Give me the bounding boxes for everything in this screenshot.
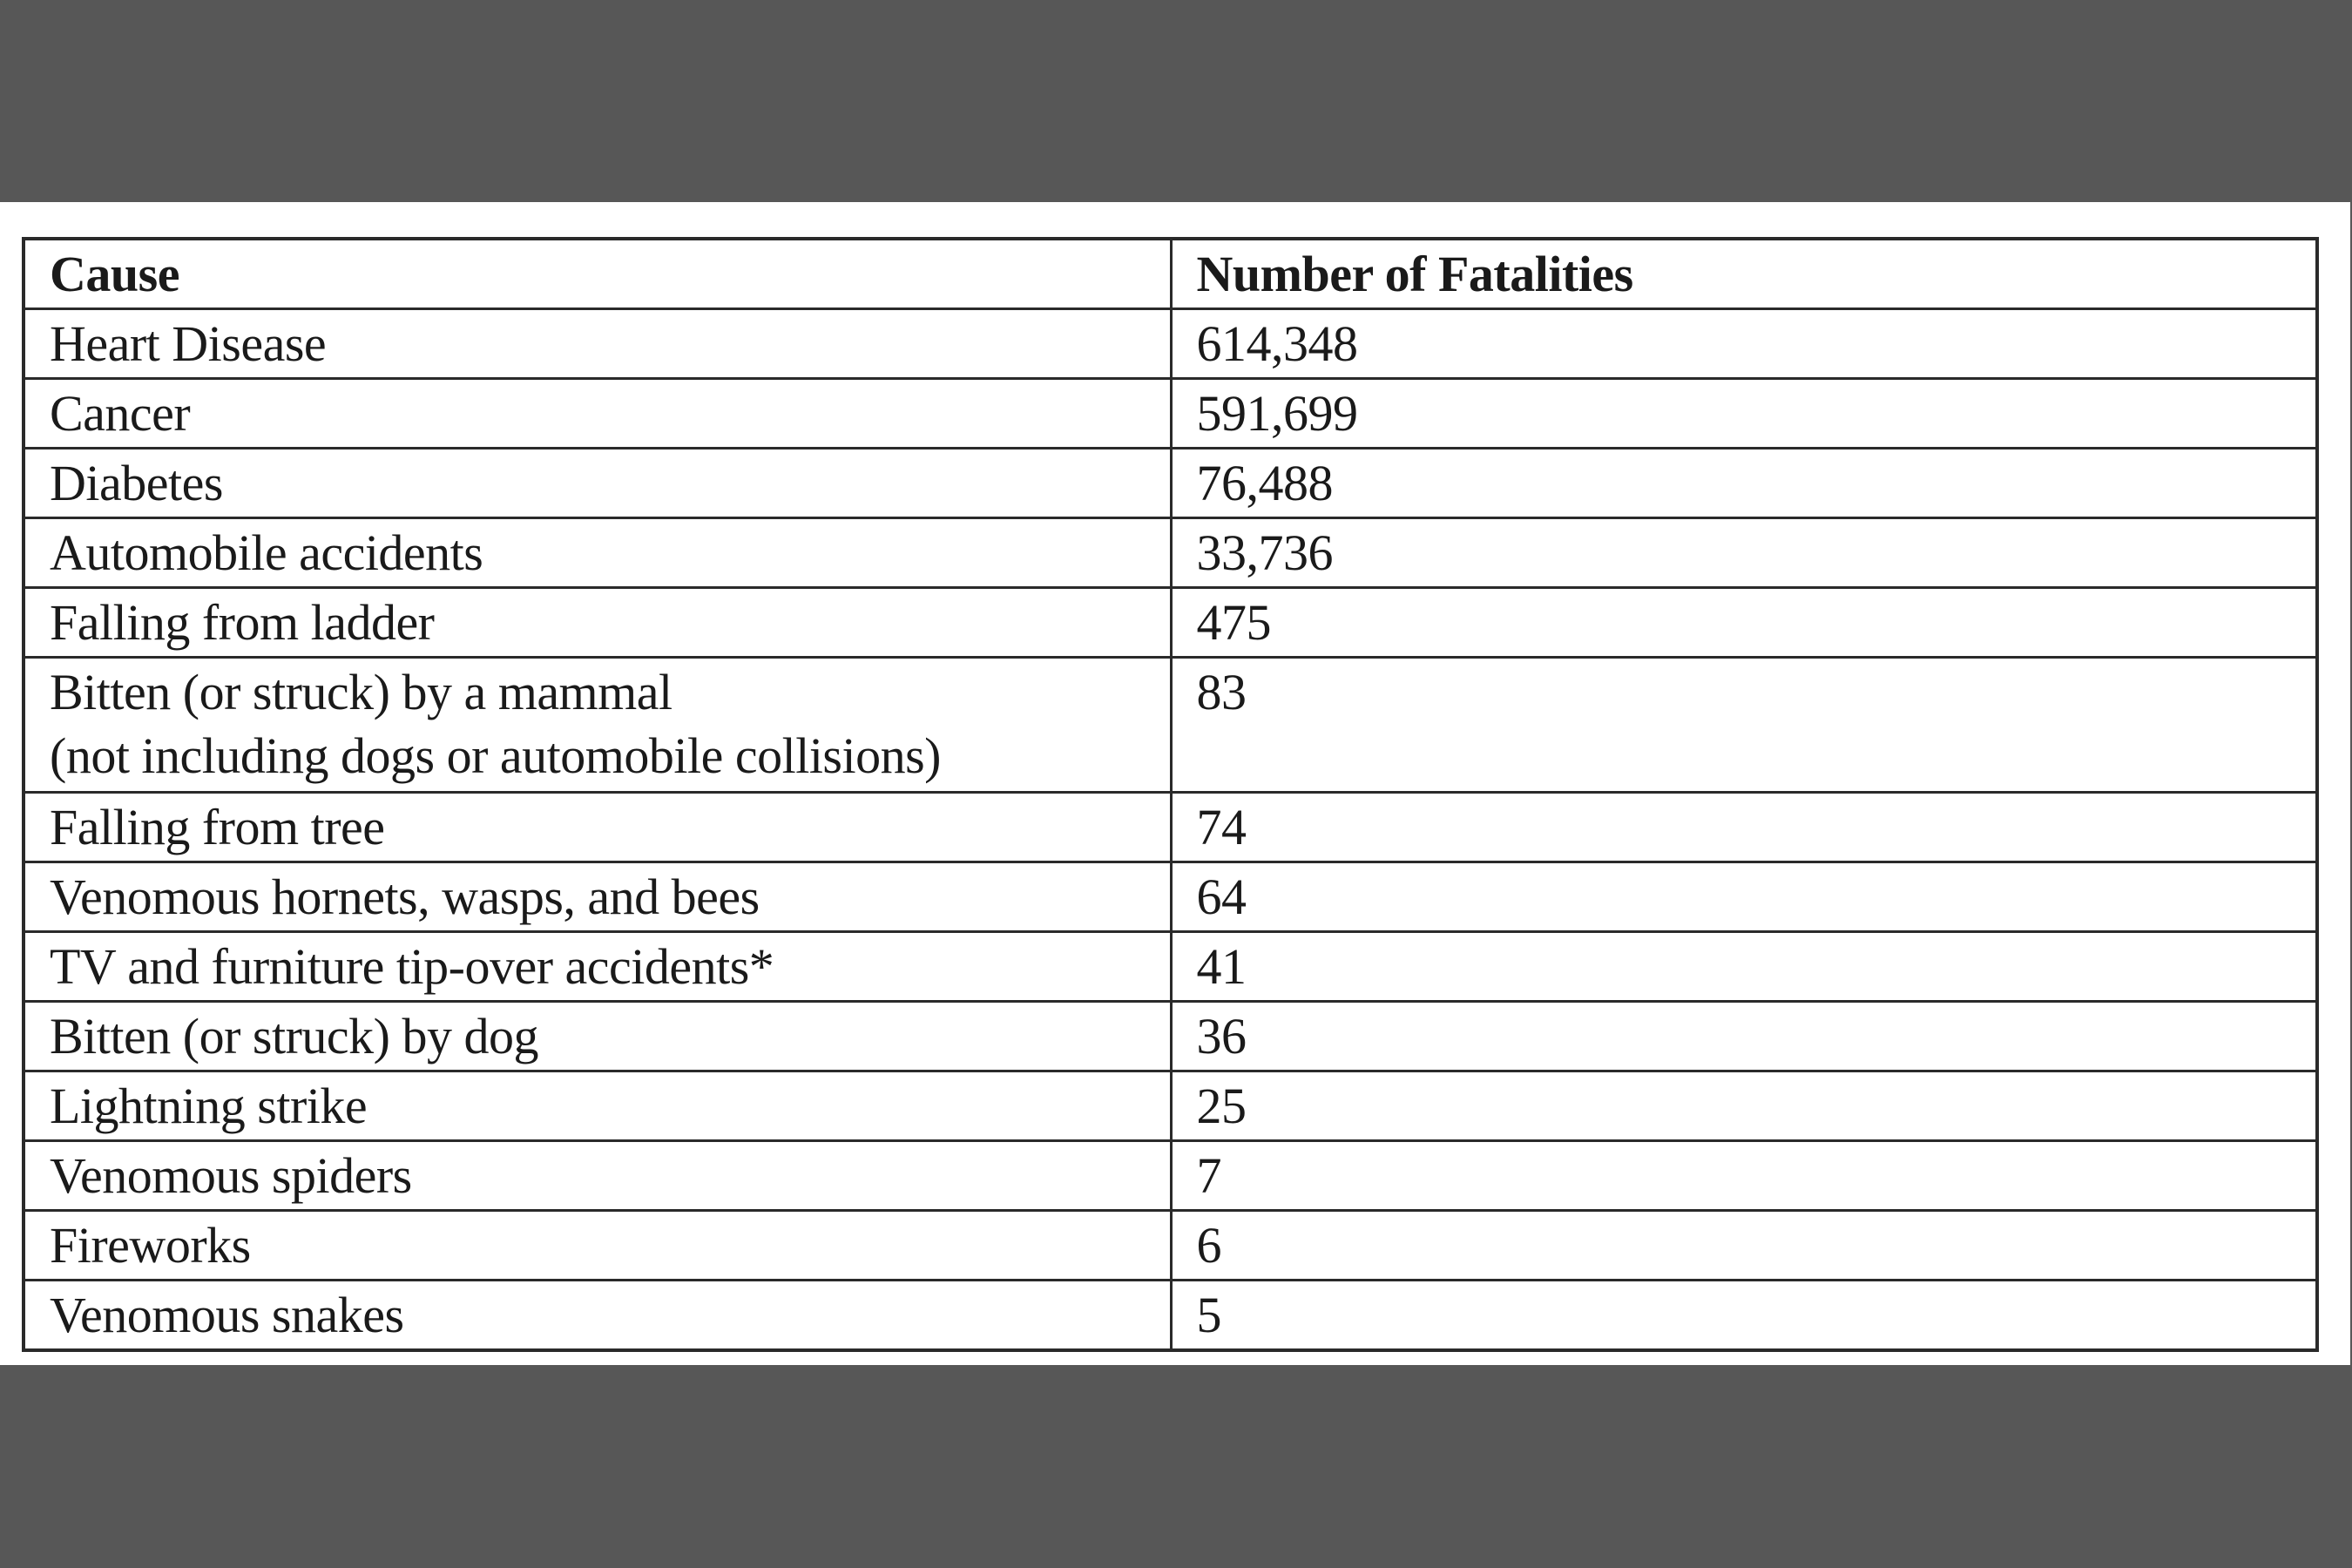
table-row bbox=[24, 309, 2317, 379]
table-row bbox=[24, 1002, 2317, 1071]
cause-cell: Cancer bbox=[24, 379, 1171, 449]
table-row bbox=[24, 1071, 2317, 1141]
cause-cell bbox=[24, 658, 1171, 793]
cause-cell: TV and furniture tip-over accidents* bbox=[24, 932, 1171, 1002]
fatalities-cell: 614,348 bbox=[1171, 309, 2317, 379]
table-row bbox=[24, 1211, 2317, 1281]
table-row bbox=[24, 518, 2317, 588]
table-row bbox=[24, 793, 2317, 862]
cause-cell: Lightning strike bbox=[24, 1071, 1171, 1141]
table-row bbox=[24, 658, 2317, 793]
fatalities-cell: 475 bbox=[1171, 588, 2317, 658]
fatalities-cell: 36 bbox=[1171, 1002, 2317, 1071]
fatalities-table bbox=[22, 237, 2319, 1352]
fatalities-cell: 33,736 bbox=[1171, 518, 2317, 588]
fatalities-cell: 74 bbox=[1171, 793, 2317, 862]
header-cause: Cause bbox=[24, 239, 1171, 309]
cause-cell: Falling from ladder bbox=[24, 588, 1171, 658]
cause-cell: Diabetes bbox=[24, 449, 1171, 518]
fatalities-cell: 41 bbox=[1171, 932, 2317, 1002]
document-page bbox=[0, 202, 2350, 1365]
cause-cell: Venomous hornets, wasps, and bees bbox=[24, 862, 1171, 932]
fatalities-cell: 83 bbox=[1171, 658, 2317, 793]
cause-cell: Venomous snakes bbox=[24, 1281, 1171, 1351]
table-row bbox=[24, 1281, 2317, 1351]
table-header-row bbox=[24, 239, 2317, 309]
table-row bbox=[24, 1141, 2317, 1211]
cause-cell: Automobile accidents bbox=[24, 518, 1171, 588]
cause-cell: Heart Disease bbox=[24, 309, 1171, 379]
cause-line-1: Bitten (or struck) by a mammal bbox=[50, 664, 672, 720]
cause-cell: Falling from tree bbox=[24, 793, 1171, 862]
fatalities-cell: 591,699 bbox=[1171, 379, 2317, 449]
table-row bbox=[24, 862, 2317, 932]
table-row bbox=[24, 379, 2317, 449]
cause-cell: Bitten (or struck) by dog bbox=[24, 1002, 1171, 1071]
table-row bbox=[24, 588, 2317, 658]
table-row bbox=[24, 449, 2317, 518]
fatalities-cell: 7 bbox=[1171, 1141, 2317, 1211]
fatalities-cell: 25 bbox=[1171, 1071, 2317, 1141]
fatalities-cell: 76,488 bbox=[1171, 449, 2317, 518]
cause-cell: Fireworks bbox=[24, 1211, 1171, 1281]
fatalities-cell: 5 bbox=[1171, 1281, 2317, 1351]
fatalities-cell: 64 bbox=[1171, 862, 2317, 932]
header-fatalities: Number of Fatalities bbox=[1171, 239, 2317, 309]
cause-line-2: (not including dogs or automobile collisions) bbox=[50, 727, 942, 784]
fatalities-cell: 6 bbox=[1171, 1211, 2317, 1281]
cause-cell: Venomous spiders bbox=[24, 1141, 1171, 1211]
table-row bbox=[24, 932, 2317, 1002]
